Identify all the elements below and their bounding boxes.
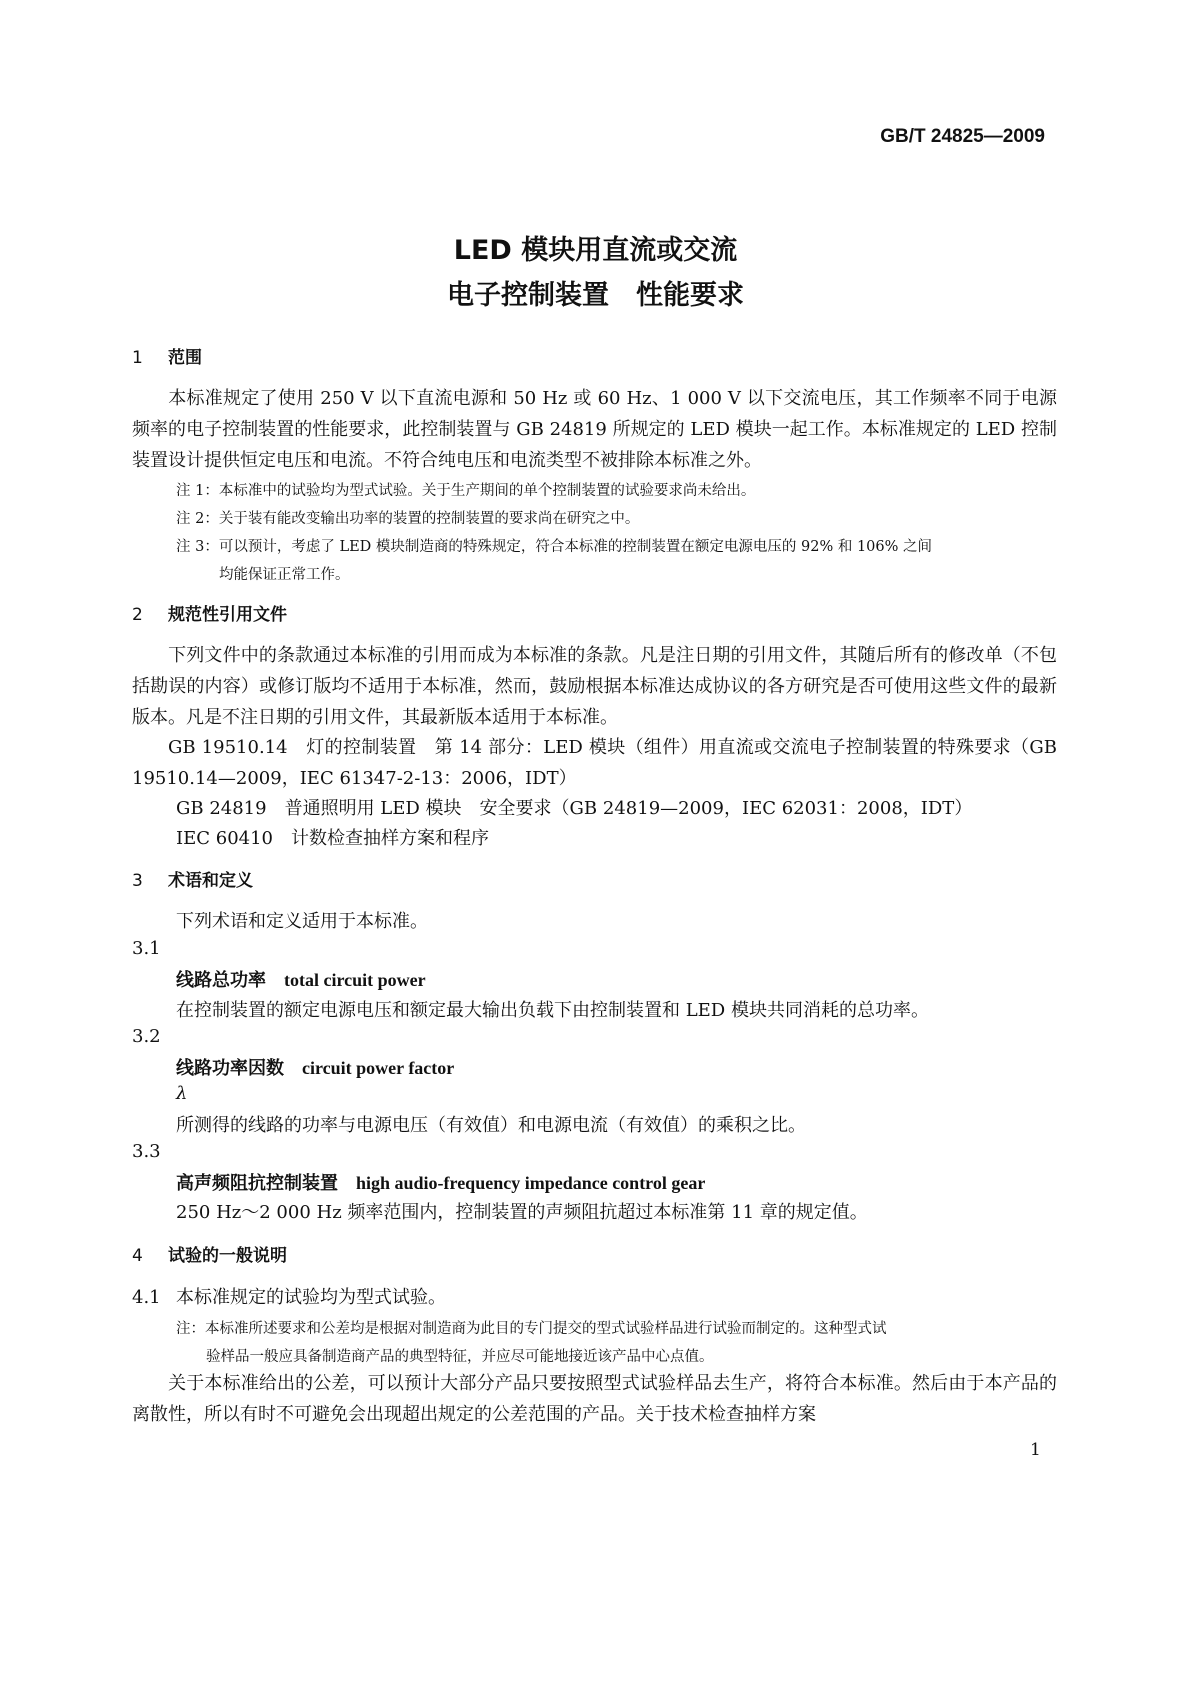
section-1-paragraph: 本标准规定了使用 250 V 以下直流电源和 50 Hz 或 60 Hz、1 000 V 以下交流电压，其工作频率不同于电源频率的电子控制装置的性能要求，此控制装置与 GB 24819 所规定的 LED 模块一起工作。本标准规定的 LED 控制装置设计提供恒定电压和电流。不符合纯电压和电流类型不被排除本标准之外。	[132, 388, 1057, 471]
definition-3-2: 所测得的线路的功率与电源电压（有效值）和电源电流（有效值）的乘积之比。	[176, 1115, 806, 1136]
clause-4-1: 4.1 本标准规定的试验均为型式试验。	[132, 1287, 446, 1308]
symbol-lambda: λ	[176, 1083, 188, 1104]
section-title: 范围	[168, 348, 202, 368]
document-title-line-1: LED 模块用直流或交流	[453, 235, 738, 266]
reference-gb-19510-14: GB 19510.14 灯的控制装置 第 14 部分：LED 模块（组件）用直流或交流电子控制装置的特殊要求（GB 19510.14—2009，IEC 61347-2-13：2006，IDT）	[132, 737, 1057, 789]
section-2-paragraph: 下列文件中的条款通过本标准的引用而成为本标准的条款。凡是注日期的引用文件，其随后所有的修改单（不包括勘误的内容）或修订版均不适用于本标准，然而，鼓励根据本标准达成协议的各方研究是否可使用这些文件的最新版本。凡是不注日期的引用文件，其最新版本适用于本标准。	[132, 645, 1057, 728]
definition-3-1: 在控制装置的额定电源电压和额定最大输出负载下由控制装置和 LED 模块共同消耗的总功率。	[176, 1000, 929, 1021]
section-title: 术语和定义	[168, 871, 253, 891]
section-number: 1	[132, 348, 143, 368]
reference-iec-60410: IEC 60410 计数检查抽样方案和程序	[176, 828, 490, 849]
section-4-paragraph: 关于本标准给出的公差，可以预计大部分产品只要按照型式试验样品去生产，将符合本标准。然后由于本产品的离散性，所以有时不可避免会出现超出规定的公差范围的产品。关于技术检查抽样方案	[132, 1373, 1057, 1425]
section-number: 3	[132, 871, 143, 891]
page-number: 1	[1030, 1440, 1041, 1460]
section-2-heading	[132, 600, 287, 625]
section-4-heading	[132, 1241, 287, 1266]
section-3-intro: 下列术语和定义适用于本标准。	[176, 911, 428, 932]
term-3-1: 线路总功率 total circuit power	[176, 970, 426, 991]
clause-3-1-number: 3.1	[132, 938, 161, 959]
section-number: 2	[132, 605, 143, 625]
section-1-note-1: 注 1：本标准中的试验均为型式试验。关于生产期间的单个控制装置的试验要求尚未给出。	[176, 483, 756, 499]
section-1-note-2: 注 2：关于装有能改变输出功率的装置的控制装置的要求尚在研究之中。	[176, 511, 640, 527]
section-number: 4	[132, 1246, 143, 1266]
reference-gb-24819: GB 24819 普通照明用 LED 模块 安全要求（GB 24819—2009，IEC 62031：2008，IDT）	[176, 798, 973, 819]
section-title: 规范性引用文件	[168, 605, 287, 625]
term-3-3: 高声频阻抗控制装置 high audio-frequency impedance control gear	[176, 1173, 706, 1194]
document-title-line-2: 电子控制装置 性能要求	[447, 280, 744, 311]
definition-3-3: 250 Hz～2 000 Hz 频率范围内，控制装置的声频阻抗超过本标准第 11 章的规定值。	[176, 1202, 868, 1223]
section-title: 试验的一般说明	[168, 1246, 287, 1266]
section-3-heading	[132, 866, 253, 891]
section-1-note-3: 注 3：可以预计，考虑了 LED 模块制造商的特殊规定，符合本标准的控制装置在额定电源电压的 92% 和 106% 之间 均能保证正常工作。	[176, 539, 933, 583]
clause-3-2-number: 3.2	[132, 1026, 161, 1047]
term-3-2: 线路功率因数 circuit power factor	[176, 1058, 455, 1079]
section-4-note: 注：本标准所述要求和公差均是根据对制造商为此目的专门提交的型式试验样品进行试验而制定的。这种型式试 验样品一般应具备制造商产品的典型特征，并应尽可能地接近该产品中心点值。	[176, 1321, 887, 1365]
section-1-heading	[132, 343, 202, 368]
clause-3-3-number: 3.3	[132, 1141, 161, 1162]
standard-number: GB/T 24825—2009	[880, 126, 1045, 147]
